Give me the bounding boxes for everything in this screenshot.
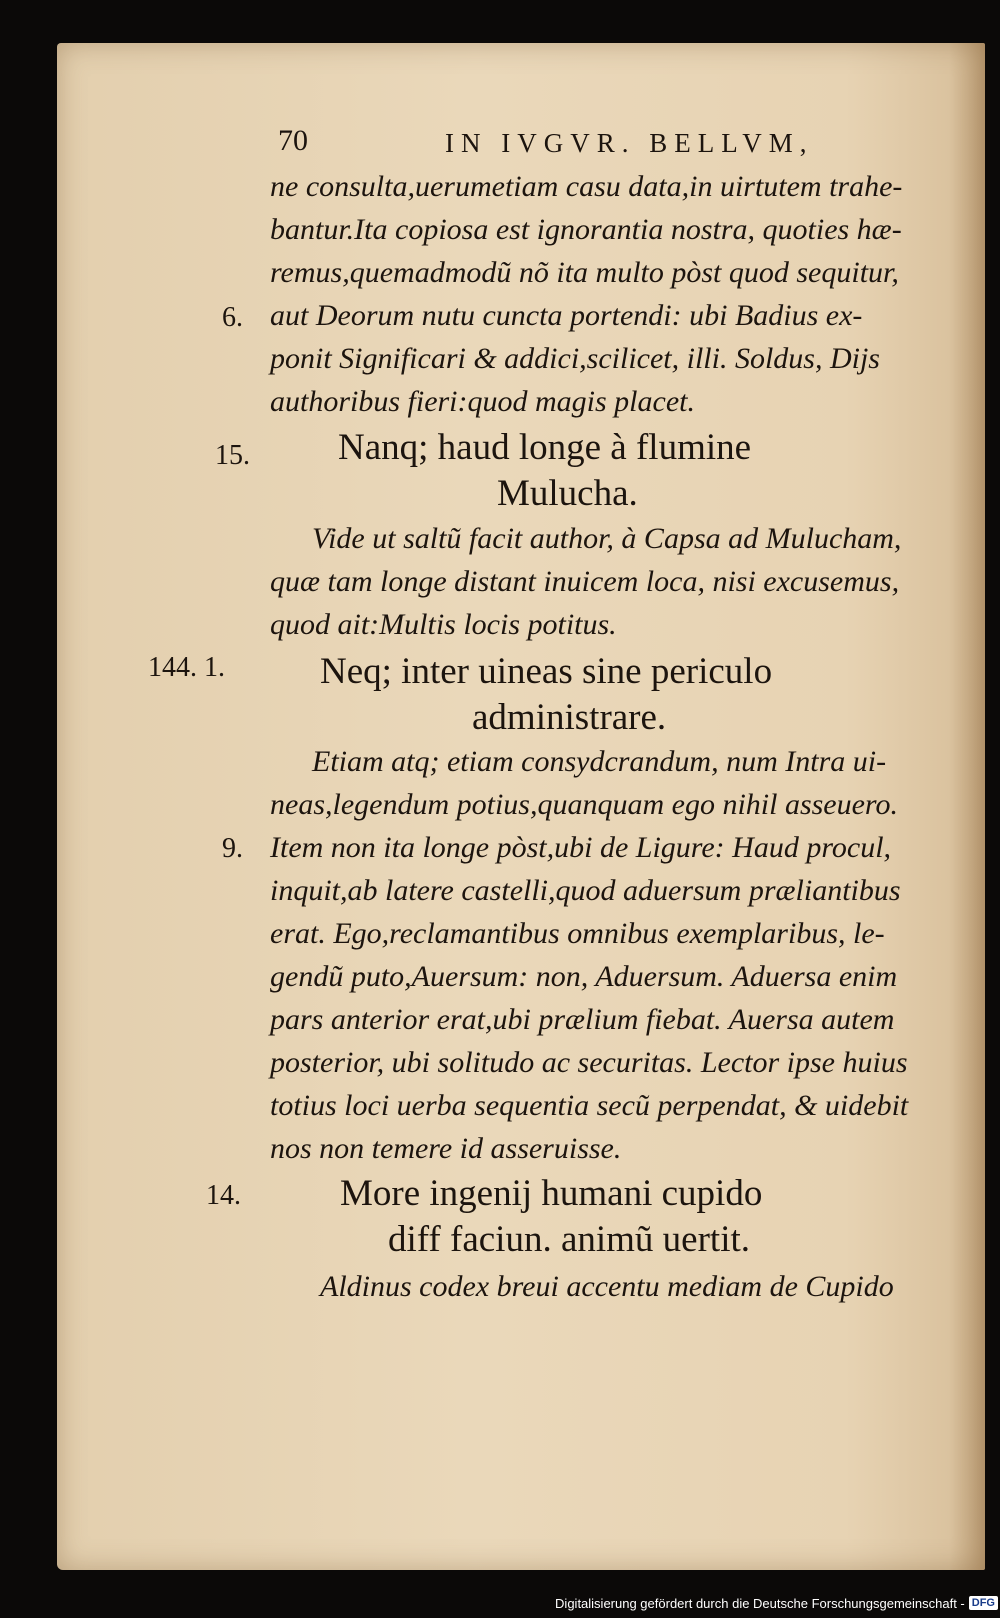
page-number: 70 [278, 124, 308, 157]
text-line: nos non temere id asseruisse. [270, 1132, 622, 1165]
lemma-heading: Mulucha. [497, 473, 638, 514]
text-line: erat. Ego,reclamantibus omnibus exemplaribus, le- [270, 917, 885, 950]
text-line: gendũ puto,Auersum: non, Aduersum. Aduersa enim [270, 960, 898, 993]
credit-text: Digitalisierung gefördert durch die Deutsche Forschungsgemeinschaft - [555, 1595, 965, 1611]
margin-reference: 14. [206, 1180, 241, 1211]
text-line: totius loci uerba sequentia secũ perpendat, & uidebit [270, 1089, 909, 1122]
text-line: pars anterior erat,ubi prælium fiebat. Auersa autem [270, 1003, 895, 1036]
text-line: authoribus fieri:quod magis placet. [270, 385, 695, 418]
text-line: ne consulta,uerumetiam casu data,in uirtutem trahe- [270, 170, 903, 203]
text-line: bantur.Ita copiosa est ignorantia nostra, quoties hæ- [270, 213, 902, 246]
lemma-heading: administrare. [472, 697, 667, 738]
text-line: inquit,ab latere castelli,quod aduersum præliantibus [270, 874, 901, 907]
text-line: aut Deorum nutu cuncta portendi: ubi Badius ex- [270, 299, 863, 332]
lemma-heading: diff faciun. animũ uertit. [388, 1219, 751, 1260]
margin-reference: 6. [222, 302, 243, 333]
text-line: posterior, ubi solitudo ac securitas. Lector ipse huius [270, 1046, 908, 1079]
dfg-logo-icon: DFG [969, 1596, 998, 1610]
lemma-heading: Neq; inter uineas sine periculo [320, 651, 773, 692]
text-line: Etiam atq; etiam consydcrandum, num Intra ui- [312, 745, 887, 778]
text-line: ponit Significari & addici,scilicet, illi. Soldus, Dijs [270, 342, 880, 375]
text-line: neas,legendum potius,quanquam ego nihil asseuero. [270, 788, 898, 821]
text-line: remus,quemadmodũ nõ ita multo pòst quod sequitur, [270, 256, 899, 289]
text-line: Vide ut saltũ facit author, à Capsa ad Mulucham, [312, 522, 902, 555]
margin-reference: 144. 1. [148, 652, 225, 683]
text-line: quod ait:Multis locis potitus. [270, 608, 617, 641]
text-line: quæ tam longe distant inuicem loca, nisi excusemus, [270, 565, 900, 598]
running-title: IN IVGVR. BELLVM, [445, 128, 814, 158]
page-edge-shadow [949, 43, 985, 1570]
digitization-credit [555, 1592, 998, 1614]
margin-reference: 15. [215, 440, 250, 471]
lemma-heading: More ingenij humani cupido [340, 1173, 763, 1214]
margin-reference: 9. [222, 833, 243, 864]
text-line: Item non ita longe pòst,ubi de Ligure: Haud procul, [270, 831, 892, 864]
lemma-heading: Nanq; haud longe à flumine [338, 427, 752, 468]
text-line: Aldinus codex breui accentu mediam de Cupido [320, 1270, 894, 1303]
